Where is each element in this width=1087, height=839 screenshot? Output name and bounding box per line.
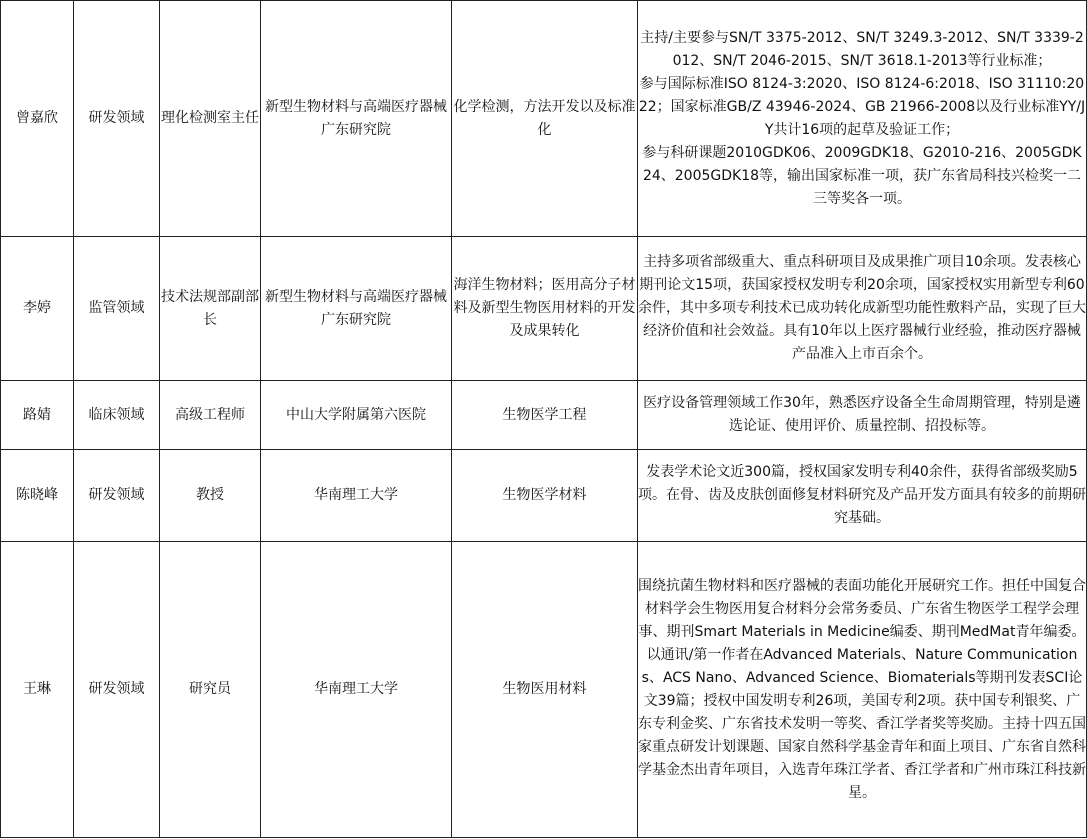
- expert-title: 技术法规部副部长: [160, 237, 261, 381]
- expert-title: 研究员: [160, 542, 261, 838]
- expert-description: [638, 450, 1087, 542]
- table-row: [1, 381, 1087, 450]
- expert-field: 监管领域: [74, 237, 160, 381]
- expert-organization: 新型生物材料与高端医疗器械广东研究院: [261, 1, 452, 237]
- expert-specialty: 生物医用材料: [452, 542, 638, 838]
- expert-specialty: 生物医学工程: [452, 381, 638, 450]
- expert-field: 临床领域: [74, 381, 160, 450]
- expert-title: 教授: [160, 450, 261, 542]
- table-row: [1, 450, 1087, 542]
- table-row: [1, 1, 1087, 237]
- expert-name: 王琳: [1, 542, 74, 838]
- expert-description: [638, 381, 1087, 450]
- expert-field: 研发领域: [74, 450, 160, 542]
- description-paragraph: 主持/主要参与SN/T 3375-2012、SN/T 3249.3-2012、SN/T 3339-2012、SN/T 2046-2015、SN/T 3618.1-2013等行业标准；: [640, 29, 1084, 69]
- expert-field: 研发领域: [74, 542, 160, 838]
- expert-description: [638, 237, 1087, 381]
- expert-name: 陈晓峰: [1, 450, 74, 542]
- expert-title: 高级工程师: [160, 381, 261, 450]
- expert-description: [638, 542, 1087, 838]
- description-paragraph: 围绕抗菌生物材料和医疗器械的表面功能化开展研究工作。担任中国复合材料学会生物医用复合材料分会常务委员、广东省生物医学工程学会理事、期刊Smart Materials in Medicine编委、期刊MedMat青年编委。以通讯/第一作者在Advanced Materials、Nature Communications、ACS Nano、Advanced Science、Biomaterials等期刊发表SCI论文39篇；授权中国发明专利26项，美国专利2项。获中国专利银奖、广东专利金奖、广东省技术发明一等奖、香江学者奖等奖励。主持十四五国家重点研发计划课题、国家自然科学基金青年和面上项目、广东省自然科学基金杰出青年项目，入选青年珠江学者、香江学者和广州市珠江科技新星。: [638, 577, 1086, 801]
- description-paragraph: 参与国际标准ISO 8124-3:2020、ISO 8124-6:2018、ISO 31110:2022；国家标准GB/Z 43946-2024、GB 21966-2008以及行业标准YY/JY共计16项的起草及验证工作；: [638, 75, 1086, 138]
- expert-description: [638, 1, 1087, 237]
- expert-specialty: 化学检测，方法开发以及标准化: [452, 1, 638, 237]
- description-paragraph: 医疗设备管理领域工作30年，熟悉医疗设备全生命周期管理，特别是遴选论证、使用评价、质量控制、招投标等。: [643, 395, 1081, 434]
- expert-specialty: 海洋生物材料；医用高分子材料及新型生物医用材料的开发及成果转化: [452, 237, 638, 381]
- expert-organization: 华南理工大学: [261, 542, 452, 838]
- expert-specialty: 生物医学材料: [452, 450, 638, 542]
- expert-organization: 中山大学附属第六医院: [261, 381, 452, 450]
- description-paragraph: 参与科研课题2010GDK06、2009GDK18、G2010-216、2005GDK24、2005GDK18等，输出国家标准一项，获广东省局科技兴检奖一二三等奖各一项。: [642, 144, 1082, 207]
- expert-name: 李婷: [1, 237, 74, 381]
- expert-field: 研发领域: [74, 1, 160, 237]
- description-paragraph: 主持多项省部级重大、重点科研项目及成果推广项目10余项。发表核心期刊论文15项，获国家授权发明专利20余项，国家授权实用新型专利60余件，其中多项专利技术已成功转化成新型功能性敷料产品，实现了巨大经济价值和社会效益。具有10年以上医疗器械行业经验，推动医疗器械产品准入上市百余个。: [638, 254, 1086, 362]
- description-paragraph: 发表学术论文近300篇，授权国家发明专利40余件，获得省部级奖励5项。在骨、齿及皮肤创面修复材料研究及产品开发方面具有较多的前期研究基础。: [638, 464, 1086, 526]
- table-row: [1, 237, 1087, 381]
- expert-name: 曾嘉欣: [1, 1, 74, 237]
- expert-name: 路婧: [1, 381, 74, 450]
- expert-organization: 新型生物材料与高端医疗器械广东研究院: [261, 237, 452, 381]
- expert-title: 理化检测室主任: [160, 1, 261, 237]
- table-row: [1, 542, 1087, 838]
- expert-organization: 华南理工大学: [261, 450, 452, 542]
